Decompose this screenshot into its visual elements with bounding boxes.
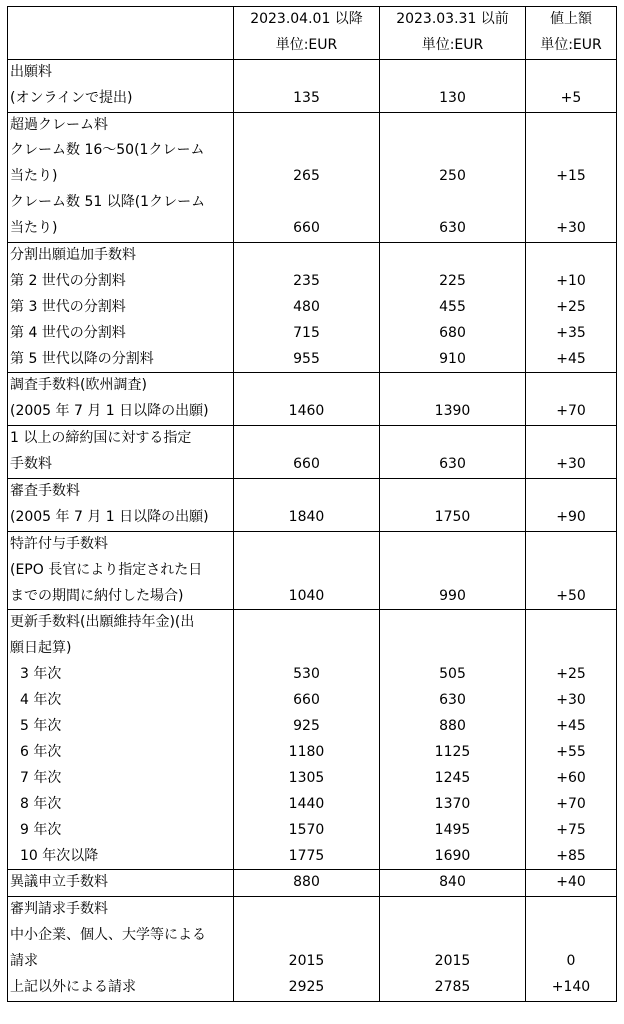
- diff-cell: [526, 610, 617, 870]
- diff-value: [526, 243, 616, 269]
- fee-label-line: 1 以上の締約国に対する指定: [10, 430, 192, 447]
- new-fee-value: 925: [293, 718, 320, 735]
- new-fee-value: [234, 373, 379, 399]
- header-diff: [526, 7, 617, 60]
- new-fee-value: 1460: [288, 403, 325, 420]
- fee-label-line: 超過クレーム料: [10, 116, 108, 133]
- new-fee-value: 1040: [288, 587, 325, 604]
- fee-label-line: 上記以外による請求: [10, 978, 136, 995]
- new-fee-cell: [234, 243, 380, 373]
- old-fee-cell: [380, 897, 526, 1002]
- new-fee-cell: [234, 373, 380, 426]
- old-fee-value: 680: [439, 324, 466, 341]
- diff-value: +25: [556, 666, 586, 683]
- old-fee-value: 840: [439, 874, 466, 891]
- fee-row: [8, 373, 617, 426]
- old-fee-value: [380, 426, 525, 452]
- diff-value: [526, 60, 616, 86]
- fee-label-line: 特許付与手数料: [10, 535, 108, 552]
- new-fee-value: 660: [293, 692, 320, 709]
- new-fee-value: 265: [293, 168, 320, 185]
- old-fee-value: 990: [439, 587, 466, 604]
- fee-row: [8, 112, 617, 242]
- old-fee-cell: [380, 426, 526, 479]
- fee-label-line: 出願料: [10, 63, 52, 80]
- fee-label-line: クレーム数 51 以降(1クレーム: [10, 194, 206, 211]
- diff-value: +140: [551, 978, 591, 995]
- diff-value: +10: [556, 272, 586, 289]
- old-fee-cell: [380, 373, 526, 426]
- fee-label-line: 請求: [10, 953, 38, 970]
- diff-value: +85: [556, 847, 586, 864]
- old-fee-cell: [380, 531, 526, 610]
- diff-value: +25: [556, 298, 586, 315]
- new-fee-value: [234, 138, 379, 164]
- fee-label-cell: [8, 479, 234, 532]
- old-fee-value: 2785: [434, 978, 471, 995]
- old-fee-cell: [380, 870, 526, 897]
- old-fee-value: [380, 532, 525, 558]
- new-fee-value: [234, 636, 379, 662]
- fee-label-line: (2005 年 7 月 1 日以降の出願): [10, 508, 209, 525]
- new-fee-value: 1180: [288, 743, 325, 760]
- old-fee-value: 1495: [434, 821, 471, 838]
- new-fee-value: 955: [293, 350, 320, 367]
- fee-row: [8, 610, 617, 870]
- diff-value: +60: [556, 769, 586, 786]
- fee-row: [8, 243, 617, 373]
- diff-value: 0: [566, 953, 576, 970]
- fee-label-line: (オンラインで提出): [10, 89, 133, 106]
- old-fee-value: [380, 190, 525, 216]
- new-fee-value: 715: [293, 324, 320, 341]
- new-fee-cell: [234, 870, 380, 897]
- fee-label-cell: [8, 243, 234, 373]
- old-fee-value: [380, 558, 525, 584]
- diff-cell: [526, 426, 617, 479]
- old-fee-value: 630: [439, 220, 466, 237]
- old-fee-value: 1370: [434, 795, 471, 812]
- fee-label-line: 異議申立手数料: [10, 874, 108, 891]
- new-fee-value: [234, 532, 379, 558]
- fee-table: [7, 6, 617, 1002]
- old-fee-value: 130: [439, 89, 466, 106]
- diff-cell: [526, 897, 617, 1002]
- header-old-unit: 単位:EUR: [421, 36, 484, 53]
- diff-value: [526, 190, 616, 216]
- new-fee-value: 660: [293, 220, 320, 237]
- fee-label-line: までの期間に納付した場合): [10, 587, 184, 604]
- fee-table-body: [8, 7, 617, 1002]
- old-fee-value: [380, 138, 525, 164]
- diff-value: [526, 479, 616, 505]
- header-new-fee: [234, 7, 380, 60]
- fee-label-cell: [8, 112, 234, 242]
- new-fee-cell: [234, 426, 380, 479]
- old-fee-value: 1390: [434, 403, 471, 420]
- diff-cell: [526, 373, 617, 426]
- fee-label-line: 当たり): [10, 168, 58, 185]
- diff-value: +5: [560, 89, 582, 106]
- header-old-date: 2023.03.31 以前: [396, 11, 509, 27]
- old-fee-value: [380, 243, 525, 269]
- old-fee-value: [380, 479, 525, 505]
- new-fee-value: 1440: [288, 795, 325, 812]
- new-fee-cell: [234, 610, 380, 870]
- new-fee-cell: [234, 479, 380, 532]
- fee-label-cell: [8, 59, 234, 112]
- fee-label-line: 3 年次: [20, 666, 62, 683]
- old-fee-value: [380, 636, 525, 662]
- fee-label-cell: [8, 426, 234, 479]
- new-fee-cell: [234, 59, 380, 112]
- new-fee-value: 135: [293, 89, 320, 106]
- diff-value: +15: [556, 168, 586, 185]
- fee-label-line: 7 年次: [20, 769, 62, 786]
- fee-label-line: 6 年次: [20, 743, 62, 760]
- old-fee-value: [380, 373, 525, 399]
- fee-label-line: 調査手数料(欧州調査): [10, 377, 147, 394]
- diff-cell: [526, 479, 617, 532]
- diff-value: +55: [556, 743, 586, 760]
- diff-value: +90: [556, 508, 586, 525]
- header-diff-label: 値上額: [550, 11, 592, 27]
- new-fee-value: [234, 923, 379, 949]
- diff-cell: [526, 243, 617, 373]
- new-fee-value: [234, 479, 379, 505]
- diff-value: +30: [556, 220, 586, 237]
- old-fee-cell: [380, 479, 526, 532]
- fee-row: [8, 531, 617, 610]
- new-fee-cell: [234, 531, 380, 610]
- fee-label-line: 4 年次: [20, 692, 62, 709]
- old-fee-value: 1245: [434, 769, 471, 786]
- fee-label-line: 当たり): [10, 220, 58, 237]
- fee-row: [8, 897, 617, 1002]
- old-fee-value: 250: [439, 168, 466, 185]
- fee-label-line: 手数料: [10, 456, 52, 473]
- new-fee-value: 660: [293, 456, 320, 473]
- fee-label-line: 審査手数料: [10, 483, 80, 500]
- diff-cell: [526, 531, 617, 610]
- new-fee-value: 2015: [288, 953, 325, 970]
- diff-value: +40: [556, 874, 586, 891]
- old-fee-value: [380, 60, 525, 86]
- diff-cell: [526, 870, 617, 897]
- fee-label-line: 10 年次以降: [20, 847, 99, 864]
- fee-label-line: 9 年次: [20, 821, 62, 838]
- new-fee-cell: [234, 897, 380, 1002]
- diff-value: [526, 923, 616, 949]
- new-fee-value: [234, 426, 379, 452]
- diff-value: [526, 426, 616, 452]
- diff-value: +75: [556, 821, 586, 838]
- diff-value: +70: [556, 795, 586, 812]
- fee-label-cell: [8, 531, 234, 610]
- header-row: [8, 7, 617, 60]
- diff-value: [526, 897, 616, 923]
- fee-label-line: 第 3 世代の分割料: [10, 298, 126, 315]
- new-fee-value: 880: [293, 874, 320, 891]
- fee-label-line: (EPO 長官により指定された日: [10, 561, 203, 578]
- old-fee-cell: [380, 243, 526, 373]
- header-empty-cell: [8, 7, 234, 60]
- diff-value: +30: [556, 456, 586, 473]
- fee-label-cell: [8, 610, 234, 870]
- diff-value: +30: [556, 692, 586, 709]
- old-fee-value: [380, 610, 525, 636]
- new-fee-value: 2925: [288, 978, 325, 995]
- new-fee-value: [234, 60, 379, 86]
- new-fee-value: 530: [293, 666, 320, 683]
- fee-label-line: 第 2 世代の分割料: [10, 272, 126, 289]
- fee-label-line: 8 年次: [20, 795, 62, 812]
- fee-row: [8, 870, 617, 897]
- fee-label-line: 中小企業、個人、大学等による: [10, 927, 206, 944]
- diff-value: +45: [556, 718, 586, 735]
- old-fee-value: [380, 923, 525, 949]
- old-fee-value: [380, 113, 525, 139]
- diff-value: [526, 138, 616, 164]
- diff-value: [526, 610, 616, 636]
- old-fee-cell: [380, 610, 526, 870]
- new-fee-value: 1775: [288, 847, 325, 864]
- header-old-fee: [380, 7, 526, 60]
- fee-label-line: 5 年次: [20, 718, 62, 735]
- fee-label-line: 願日起算): [10, 640, 72, 657]
- fee-label-cell: [8, 373, 234, 426]
- diff-value: +70: [556, 403, 586, 420]
- new-fee-cell: [234, 112, 380, 242]
- new-fee-value: [234, 610, 379, 636]
- header-new-unit: 単位:EUR: [275, 36, 338, 53]
- old-fee-value: 505: [439, 666, 466, 683]
- diff-cell: [526, 59, 617, 112]
- header-diff-unit: 単位:EUR: [540, 36, 602, 53]
- new-fee-value: 235: [293, 272, 320, 289]
- old-fee-value: 1125: [434, 743, 471, 760]
- old-fee-value: 455: [439, 298, 466, 315]
- fee-label-cell: [8, 897, 234, 1002]
- old-fee-value: 1690: [434, 847, 471, 864]
- old-fee-value: 630: [439, 692, 466, 709]
- diff-value: +35: [556, 324, 586, 341]
- old-fee-value: 2015: [434, 953, 471, 970]
- diff-cell: [526, 112, 617, 242]
- new-fee-value: 1840: [288, 508, 325, 525]
- new-fee-value: [234, 243, 379, 269]
- fee-row: [8, 479, 617, 532]
- fee-label-line: 第 5 世代以降の分割料: [10, 350, 154, 367]
- diff-value: [526, 558, 616, 584]
- fee-label-line: 更新手数料(出願維持年金)(出: [10, 614, 195, 631]
- diff-value: +45: [556, 350, 586, 367]
- old-fee-value: 880: [439, 718, 466, 735]
- fee-row: [8, 59, 617, 112]
- new-fee-value: [234, 113, 379, 139]
- diff-value: [526, 113, 616, 139]
- fee-label-line: 第 4 世代の分割料: [10, 324, 126, 341]
- old-fee-cell: [380, 112, 526, 242]
- fee-label-line: (2005 年 7 月 1 日以降の出願): [10, 403, 209, 420]
- old-fee-value: 1750: [434, 508, 471, 525]
- fee-label-line: 審判請求手数料: [10, 901, 108, 918]
- old-fee-value: [380, 897, 525, 923]
- new-fee-value: [234, 897, 379, 923]
- fee-row: [8, 426, 617, 479]
- fee-label-cell: [8, 870, 234, 897]
- fee-label-line: クレーム数 16～50(1クレーム: [10, 142, 205, 159]
- old-fee-value: 630: [439, 456, 466, 473]
- new-fee-value: [234, 190, 379, 216]
- old-fee-value: 910: [439, 350, 466, 367]
- fee-label-line: 分割出願追加手数料: [10, 247, 136, 264]
- new-fee-value: 480: [293, 298, 320, 315]
- new-fee-value: 1305: [288, 769, 325, 786]
- diff-value: [526, 532, 616, 558]
- diff-value: [526, 636, 616, 662]
- new-fee-value: 1570: [288, 821, 325, 838]
- old-fee-cell: [380, 59, 526, 112]
- diff-value: [526, 373, 616, 399]
- new-fee-value: [234, 558, 379, 584]
- diff-value: +50: [556, 587, 586, 604]
- header-new-date: 2023.04.01 以降: [250, 11, 363, 27]
- old-fee-value: 225: [439, 272, 466, 289]
